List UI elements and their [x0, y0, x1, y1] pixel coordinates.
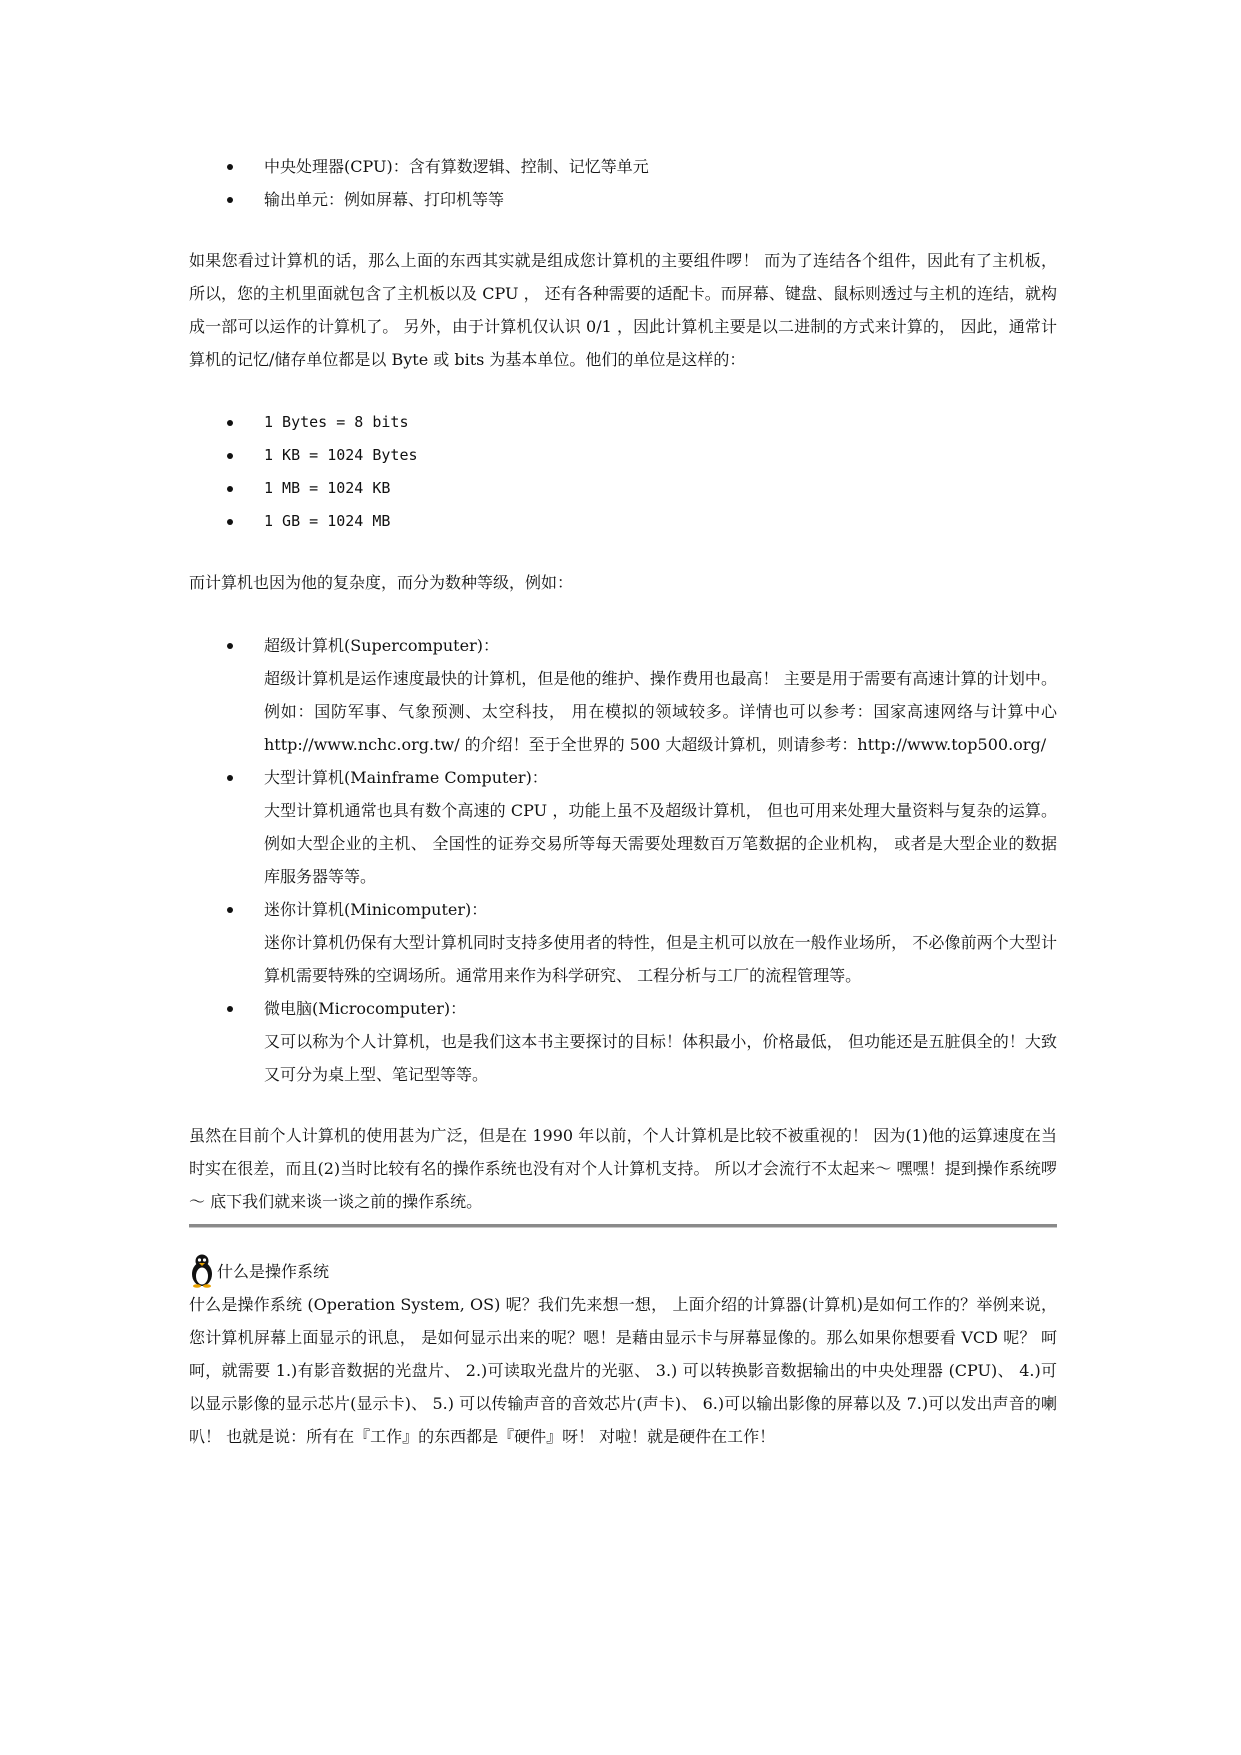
- paragraph-components: 如果您看过计算机的话，那么上面的东西其实就是组成您计算机的主要组件啰！ 而为了连结各个组件，因此有了主机板，所以，您的主机里面就包含了主机板以及 CPU ， 还有各种需要的适配卡。而屏幕、键盘、鼠标则透过与主机的连结，就构成一部可以运作的计算机了。 另外，由于计算机仅认识 0/1 ，因此计算机主要是以二进制的方式来计算的， 因此，通常计算机的记忆/储存单位都是以 Byte 或 bits 为基本单位。他们的单位是这样的：: [189, 251, 1057, 369]
- list-item: 1 GB = 1024 MB: [189, 505, 1057, 538]
- paragraph-levels-intro: 而计算机也因为他的复杂度，而分为数种等级，例如：: [189, 573, 574, 592]
- level-description: 又可以称为个人计算机，也是我们这本书主要探讨的目标！体积最小，价格最低， 但功能还是五脏俱全的！大致又可分为桌上型、笔记型等等。: [264, 1032, 1057, 1084]
- list-item: [189, 992, 1057, 1091]
- unit-list: [189, 406, 1057, 538]
- bullet-icon: [227, 907, 233, 913]
- list-item: [189, 761, 1057, 893]
- paragraph-os: 什么是操作系统 (Operation System, OS) 呢？我们先来想一想， 上面介绍的计算器(计算机)是如何工作的？举例来说，您计算机屏幕上面显示的讯息， 是如何显示出来的呢？嗯！是藉由显示卡与屏幕显像的。那么如果你想要看 VCD 呢？ 呵呵，就需要 1.)有影音数据的光盘片、 2.)可读取光盘片的光驱、 3.) 可以转换影音数据输出的中央处理器 (CPU)、 4.)可以显示影像的显示芯片(显示卡)、 5.) 可以传输声音的音效芯片(声卡)、 6.)可以输出影像的屏幕以及 7.)可以发出声音的喇叭！ 也就是说：所有在『工作』的东西都是『硬件』呀！ 对啦！就是硬件在工作！: [189, 1295, 1057, 1446]
- bullet-icon: [227, 643, 233, 649]
- bullet-icon: [227, 197, 233, 203]
- list-item: 1 KB = 1024 Bytes: [189, 439, 1057, 472]
- list-item: 中央处理器(CPU)：含有算数逻辑、控制、记忆等单元: [189, 150, 1057, 183]
- level-title: 超级计算机(Supercomputer)：: [264, 636, 499, 655]
- level-description: 迷你计算机仍保有大型计算机同时支持多使用者的特性，但是主机可以放在一般作业场所， 不必像前两个大型计算机需要特殊的空调场所。通常用来作为科学研究、 工程分析与工厂的流程管理等。: [264, 933, 1057, 985]
- level-title: 迷你计算机(Minicomputer)：: [264, 900, 488, 919]
- list-item: [189, 893, 1057, 992]
- document-page: [189, 150, 1057, 1453]
- component-list: [189, 150, 1057, 216]
- list-item: 1 MB = 1024 KB: [189, 472, 1057, 505]
- level-description: 大型计算机通常也具有数个高速的 CPU ，功能上虽不及超级计算机， 但也可用来处理大量资料与复杂的运算。例如大型企业的主机、 全国性的证券交易所等每天需要处理数百万笔数据的企业机构， 或者是大型企业的数据库服务器等等。: [264, 801, 1057, 886]
- bullet-icon: [227, 519, 233, 525]
- list-item: 输出单元：例如屏幕、打印机等等: [189, 183, 1057, 216]
- bullet-icon: [227, 775, 233, 781]
- bullet-icon: [227, 453, 233, 459]
- list-item: [189, 629, 1057, 761]
- bullet-icon: [227, 486, 233, 492]
- section-heading: [189, 1248, 1057, 1288]
- bullet-icon: [227, 164, 233, 170]
- computer-level-list: [189, 629, 1057, 1091]
- level-description: 超级计算机是运作速度最快的计算机，但是他的维护、操作费用也最高！ 主要是用于需要有高速计算的计划中。例如：国防军事、气象预测、太空科技， 用在模拟的领域较多。详情也可以参考：国家高速网络与计算中心http://www.nchc.org.tw/ 的介绍！至于全世界的 500 大超级计算机，则请参考：http://www.top500.org/: [264, 669, 1057, 754]
- level-title: 大型计算机(Mainframe Computer)：: [264, 768, 548, 787]
- penguin-icon: [189, 1254, 215, 1288]
- paragraph-history: 虽然在目前个人计算机的使用甚为广泛，但是在 1990 年以前，个人计算机是比较不被重视的！ 因为(1)他的运算速度在当时实在很差，而且(2)当时比较有名的操作系统也没有对个人计算机支持。 所以才会流行不太起来～ 嘿嘿！提到操作系统啰～ 底下我们就来谈一谈之前的操作系统。: [189, 1126, 1057, 1211]
- level-title: 微电脑(Microcomputer)：: [264, 999, 467, 1018]
- horizontal-divider: [189, 1224, 1057, 1228]
- list-item: 1 Bytes = 8 bits: [189, 406, 1057, 439]
- section-title: 什么是操作系统: [217, 1262, 330, 1281]
- bullet-icon: [227, 420, 233, 426]
- bullet-icon: [227, 1006, 233, 1012]
